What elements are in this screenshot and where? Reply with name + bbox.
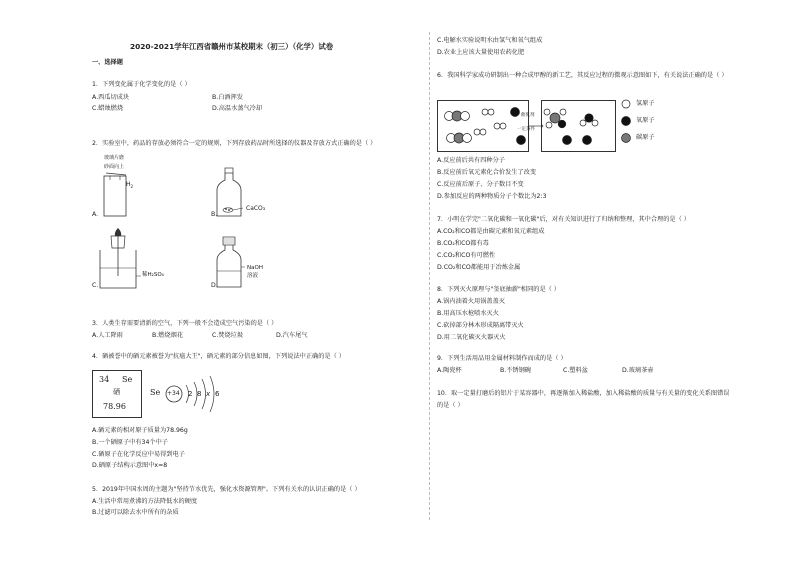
atom-legend-icons — [620, 98, 634, 146]
q2-option-b: B. — [211, 211, 218, 218]
q6-stem: 6．我国科学家成功研制出一种合成甲醇的新工艺，其反应过程的微观示意图如下，有关说法正确的是（ ） — [437, 72, 728, 79]
q9-option-c: C.塑料盆 — [563, 367, 588, 374]
section-heading: 一、选择题 — [92, 59, 123, 66]
reagent-bottle-solid-illustration — [215, 168, 245, 218]
q5-option-b: B.过滤可以除去水中所有的杂质 — [92, 509, 179, 516]
q3-option-b: B.燃烧烟花 — [152, 332, 183, 339]
q5-option-a: A.生活中常用煮沸的方法降低水的硬度 — [92, 498, 198, 505]
q8-option-a: A.锅内油着火用锅盖盖灭 — [437, 298, 505, 305]
q4-option-c: C.硒原子在化学反应中易得到电子 — [92, 451, 185, 458]
q3-option-c: C.焚烧垃圾 — [212, 332, 244, 339]
q5-option-c: C.电解水实验说明水由氢气和氧气组成 — [437, 37, 543, 44]
q6-option-b: B.反应前后氧元素化合价发生了改变 — [437, 169, 537, 176]
q4-option-d: D.硒原子结构示意图中x=8 — [92, 462, 168, 469]
q3-stem: 3．人类生存需要清新的空气，下列一般不会造成空气污染的是（ ） — [92, 320, 278, 327]
q2-d-chem1: NaOH — [247, 265, 263, 271]
q5-stem: 5．2019年中国水周的主题为"坚持节水优先，强化水资源管理"。下列有关水的认识正确的是（ ） — [92, 486, 361, 493]
q9-option-a: A.陶瓷杯 — [437, 367, 462, 374]
legend-hydrogen: 氢原子 — [636, 100, 655, 107]
q10-stem-line1: 10．取一定量打磨后的铝片于某容器中，再逐渐加入稀盐酸，加入稀盐酸的质量与有关量的变化关系图错误 — [437, 390, 730, 397]
q3-option-a: A.人工降雨 — [92, 332, 123, 339]
element-symbol: Se — [122, 375, 133, 384]
q2-d-chem2: 溶液 — [247, 273, 259, 279]
q5-option-d: D.农业上应该大量使用农药化肥 — [437, 49, 525, 56]
molecule-diagram — [437, 100, 617, 152]
q6-option-c: C.反应前后原子、分子数目不变 — [437, 181, 524, 188]
shell-4: 6 — [215, 390, 220, 398]
element-name: 硒 — [113, 388, 120, 396]
q6-option-a: A.反应前后共有四种分子 — [437, 157, 505, 164]
atomic-mass: 78.96 — [103, 402, 126, 411]
q1-option-c: C.蜡烛燃烧 — [92, 105, 124, 112]
q9-option-b: B.不锈钢碗 — [500, 367, 531, 374]
legend-carbon: 碳原子 — [636, 134, 655, 141]
q1-option-a: A.西瓜切成块 — [92, 94, 130, 101]
q2-a-label2: 砂面向上 — [104, 164, 125, 170]
q2-c-chem: 稀H₂SO₄ — [142, 272, 164, 278]
q2-option-c: C. — [92, 282, 99, 289]
element-cell — [92, 370, 142, 418]
q8-option-c: C.砍掉部分林木形成隔离带灭火 — [437, 322, 524, 329]
q6-option-d: D.参加反应的两种物质分子个数比为2:3 — [437, 193, 547, 200]
q2-option-d: D. — [211, 282, 218, 289]
legend-oxygen: 氧原子 — [636, 117, 655, 124]
q7-option-d: D.CO₂和CO都能用于冶炼金属 — [437, 264, 521, 271]
q9-option-d: D.玻璃茶壶 — [622, 367, 654, 374]
q3-option-d: D.汽车尾气 — [276, 332, 308, 339]
q1-option-d: D.高温水蒸气冷却 — [212, 105, 263, 112]
shell-1: 2 — [188, 390, 193, 398]
q4-option-b: B.一个硒原子中有34个中子 — [92, 439, 168, 446]
q2-a-label1: 玻璃片磨 — [104, 155, 125, 161]
q2-b-chem: CaCO₃ — [246, 205, 266, 212]
q7-stem: 7．小明在学完"二氧化碳和一氧化碳"后，对有关知识进行了归纳和整理，其中合理的是（ ） — [437, 216, 690, 223]
arrow-condition-bottom: 一定条件 — [517, 127, 535, 132]
q7-option-c: C.CO₂和CO有可燃性 — [437, 252, 496, 259]
q4-stem: 4．硒被誉中的硒元素被誉为"抗癌大王"，硒元素的部分信息如图，下列说法中正确的是（ ） — [92, 353, 345, 360]
q8-option-d: D.用二氧化碳灭火器灭火 — [437, 334, 506, 341]
q1-stem: 1．下列变化属于化学变化的是（ ） — [92, 81, 191, 88]
shell-3: x — [206, 390, 211, 398]
q4-option-a: A.硒元素的相对原子质量为78.96g — [92, 427, 188, 434]
nucleus-charge: +34 — [167, 390, 180, 397]
q7-option-a: A.CO₂和CO都是由碳元素和氧元素组成 — [437, 228, 545, 235]
atomic-number: 34 — [99, 375, 110, 384]
reagent-bottle-liquid-illustration — [215, 237, 245, 289]
q7-option-b: B.CO₂和CO都有毒 — [437, 240, 489, 247]
dropper-bottle-illustration — [97, 228, 141, 290]
shell-2: 8 — [197, 390, 202, 398]
q8-option-b: B.用高压水枪喷水灭火 — [437, 310, 499, 317]
q1-option-b: B.白酒挥发 — [212, 94, 243, 101]
arrow-condition-top: 催化剂 — [521, 113, 535, 118]
q8-stem: 8．下列灭火原理与"釜底抽薪"相同的是（ ） — [437, 286, 560, 293]
atom-symbol: Se — [150, 388, 161, 397]
q2-a-gas: $H_2$ — [126, 181, 134, 190]
page-title: 2020-2021学年江西省赣州市某校期末（初三）（化学）试卷 — [130, 42, 334, 51]
q9-stem: 9．下列生活用品用金属材料制作而成的是（ ） — [437, 355, 567, 362]
q2-stem: 2．实验室中，药品的存放必须符合一定的规则，下列存放药品时所选择的仪器及存放方式正确的是（ ） — [92, 140, 377, 147]
q10-stem-line2: 的是（ ） — [437, 402, 464, 409]
column-divider — [429, 32, 430, 520]
q2-option-a: A. — [92, 211, 99, 218]
gas-bottle-illustration — [100, 172, 140, 218]
